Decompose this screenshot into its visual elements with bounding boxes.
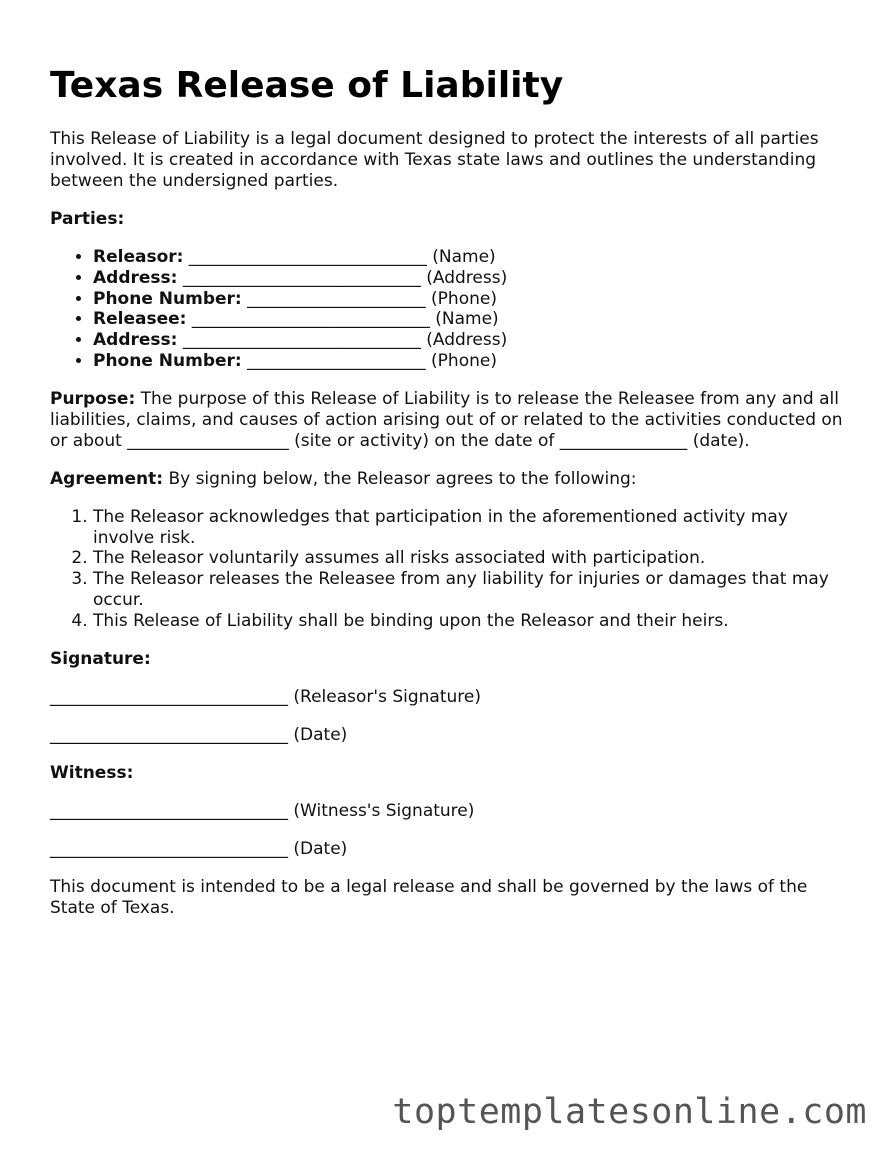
document-title: Texas Release of Liability: [50, 65, 564, 106]
blank-line[interactable]: ____________________________: [177, 267, 427, 288]
field-hint: (Phone): [431, 350, 497, 371]
party-item-releasee-address: [93, 330, 850, 351]
intro-paragraph: This Release of Liability is a legal document designed to protect the interests of all parties involved. It is created in accordance with Texas state laws and outlines the understanding between the undersigned parties.: [50, 129, 819, 191]
field-hint: (Name): [435, 309, 499, 330]
field-hint: (Address): [426, 330, 508, 351]
witness-heading: Witness:: [50, 762, 134, 783]
signature-heading: Signature:: [50, 648, 151, 669]
purpose-paragraph: [50, 389, 850, 452]
purpose-text: The purpose of this Release of Liability is to release the Releasee from any and all liabilities, claims, and causes of action arising out of or related to the activities conducted on or about ___________________ (site or activity) on the date of _______________ (date).: [50, 388, 843, 451]
witness-signature-line[interactable]: ____________________________ (Witness's Signature): [50, 800, 475, 821]
party-label: Phone Number:: [93, 350, 242, 371]
parties-list: [50, 247, 850, 372]
agreement-paragraph: [50, 469, 850, 490]
witness-date-line[interactable]: ____________________________ (Date): [50, 838, 348, 859]
releasor-date-line[interactable]: ____________________________ (Date): [50, 724, 348, 745]
party-label: Address:: [93, 267, 178, 288]
agreement-terms-list: [50, 507, 850, 632]
party-item-releasee-phone: [93, 351, 850, 372]
party-item-releasor-address: [93, 268, 850, 289]
blank-line[interactable]: ____________________________: [177, 330, 427, 351]
field-hint: (Phone): [431, 288, 497, 309]
term-item: 1. The Releasor acknowledges that participation in the aforementioned activity may involve risk.: [93, 507, 850, 549]
party-item-releasee-name: [93, 309, 850, 330]
document-page: [50, 0, 850, 919]
site-watermark: toptemplatesonline.com: [392, 1092, 867, 1132]
blank-line[interactable]: _____________________: [241, 350, 432, 371]
party-label: Phone Number:: [93, 288, 242, 309]
parties-heading: Parties:: [50, 209, 125, 229]
term-item: 2. The Releasor voluntarily assumes all risks associated with participation.: [93, 548, 850, 569]
agreement-text: By signing below, the Releasor agrees to the following:: [163, 468, 637, 489]
party-item-releasor-phone: [93, 289, 850, 310]
term-item: 4. This Release of Liability shall be binding upon the Releasor and their heirs.: [93, 611, 850, 632]
party-label: Releasee:: [93, 309, 187, 330]
blank-line[interactable]: _____________________: [241, 288, 432, 309]
releasor-signature-line[interactable]: ____________________________ (Releasor's Signature): [50, 686, 481, 707]
closing-paragraph: This document is intended to be a legal release and shall be governed by the laws of the State of Texas.: [50, 876, 808, 918]
term-item: 3. The Releasor releases the Releasee from any liability for injuries or damages that may occur.: [93, 569, 850, 611]
agreement-label: Agreement:: [50, 468, 164, 489]
party-label: Releasor:: [93, 247, 184, 267]
blank-line[interactable]: ____________________________: [183, 247, 433, 267]
party-label: Address:: [93, 330, 178, 351]
party-item-releasor-name: [93, 247, 850, 268]
purpose-label: Purpose:: [50, 388, 136, 409]
blank-line[interactable]: ____________________________: [186, 309, 436, 330]
field-hint: (Name): [432, 247, 496, 267]
field-hint: (Address): [426, 267, 508, 288]
